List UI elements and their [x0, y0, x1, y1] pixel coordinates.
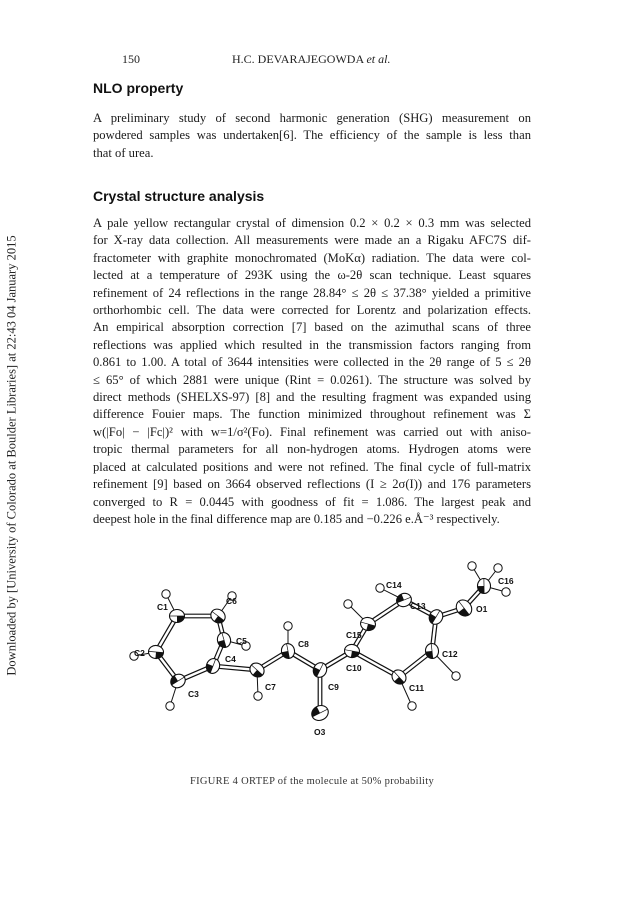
hydrogen-atom — [452, 672, 460, 680]
atom-label-c9: C9 — [328, 682, 339, 692]
atom-label-o3: O3 — [314, 727, 326, 737]
text-line: tropic thermal parameters for all non-hydrogen atoms. Hydrogen atoms were — [93, 442, 531, 457]
section-heading-nlo: NLO property — [93, 80, 184, 96]
text-line: deepest hole in the final difference map are 0.185 and −0.226 e.Å⁻³ respectively. — [93, 511, 500, 526]
atom-label-c3: C3 — [188, 689, 199, 699]
atom-label-c6: C6 — [226, 596, 237, 606]
atom-label-c16: C16 — [498, 576, 514, 586]
text-line: placed at calculated positions and were not refined. The final cycle of full-matrix — [93, 459, 531, 474]
text-line: w(|Fo| − |Fc|)² with w=1/σ²(Fo). Final refinement was carried out with aniso- — [93, 424, 531, 439]
text-line: fractometer with graphite monochromated (MoKα) radiation. The data were col- — [93, 250, 531, 265]
text-line: lected at a temperature of 293K using the ω-2θ scan technique. Least squares — [93, 268, 531, 283]
hydrogen-atom — [408, 702, 416, 710]
atom-label-c15: C15 — [346, 630, 362, 640]
paragraph-nlo — [93, 110, 531, 162]
running-head-authors: H.C. DEVARAJEGOWDA et al. — [232, 52, 391, 66]
atom-label-c14: C14 — [386, 580, 402, 590]
text-line: converged to R = 0.0445 with goodness of fit = 1.086. The largest peak and — [93, 494, 531, 509]
atom-label-c12: C12 — [442, 649, 458, 659]
hydrogen-atom — [254, 692, 262, 700]
atom-label-c11: C11 — [409, 683, 425, 693]
text-line: direct methods (SHELXS-97) [8] and the resulting fragment was expanded using — [93, 390, 531, 405]
atom-label-c2: C2 — [134, 648, 145, 658]
hydrogen-atom — [344, 600, 352, 608]
text-line: for X-ray data collection. All measurements were made an a Rigaku AFC7S dif- — [93, 233, 531, 248]
text-line: 0.861 to 1.00. A total of 3644 intensities were collected in the 2θ range of 5 ≤ 2θ — [93, 355, 531, 370]
atom-label-c8: C8 — [298, 639, 309, 649]
text-line: A pale yellow rectangular crystal of dimension 0.2 × 0.2 × 0.3 mm was selected — [93, 216, 531, 230]
text-line: that of urea. — [93, 145, 154, 160]
atom-label-c1: C1 — [157, 602, 168, 612]
hydrogen-atom — [284, 622, 292, 630]
atom-label-c10: C10 — [346, 663, 362, 673]
et-al: et al. — [366, 52, 391, 66]
text-line: An empirical absorption correction [7] based on the azimuthal scans of three — [93, 320, 531, 335]
download-watermark: Downloaded by [University of Colorado at Boulder Libraries] at 22:43 04 January 2015 — [4, 235, 19, 676]
ortep-diagram — [112, 556, 532, 766]
section-heading-crystal: Crystal structure analysis — [93, 188, 265, 204]
hydrogen-atom — [468, 562, 476, 570]
atom-label-c5: C5 — [236, 636, 247, 646]
atom-label-o1: O1 — [476, 604, 488, 614]
text-line: orthorhombic cell. The data were corrected for Lorentz and polarization effects. — [93, 303, 531, 318]
text-line: A preliminary study of second harmonic generation (SHG) measurement on — [93, 111, 531, 125]
text-line: ≤ 65° of which 2881 were unique (Rint = 0.0261). The structure was solved by — [93, 372, 531, 387]
page-number: 150 — [122, 52, 140, 66]
atom-octant — [177, 616, 185, 623]
atom-label-c7: C7 — [265, 682, 276, 692]
text-line: powdered samples was undertaken[6]. The efficiency of the sample is less than — [93, 128, 531, 143]
hydrogen-atom — [376, 584, 384, 592]
atom-label-c13: C13 — [410, 601, 426, 611]
figure-caption: FIGURE 4 ORTEP of the molecule at 50% probability — [189, 776, 435, 787]
text-line: refinement [9] based on 3664 observed reflections (I ≥ 2σ(I)) and 176 parameters — [93, 477, 531, 492]
paragraph-crystal-structure — [93, 215, 531, 528]
text-line: difference Fouier maps. The function minimized throughout refinement was Σ — [93, 407, 531, 422]
ortep-figure — [112, 556, 532, 766]
text-line: reflections was applied which resulted in the transmission factors ranging from — [93, 337, 531, 352]
hydrogen-atom — [502, 588, 510, 596]
hydrogen-atom — [162, 590, 170, 598]
hydrogen-atom — [166, 702, 174, 710]
text-line: refinement of 24 reflections in the range 28.84° ≤ 2θ ≤ 37.38° yielded a primitive — [93, 285, 531, 300]
atom-octant — [478, 586, 485, 594]
hydrogen-atom — [494, 564, 502, 572]
atom-label-c4: C4 — [225, 654, 236, 664]
